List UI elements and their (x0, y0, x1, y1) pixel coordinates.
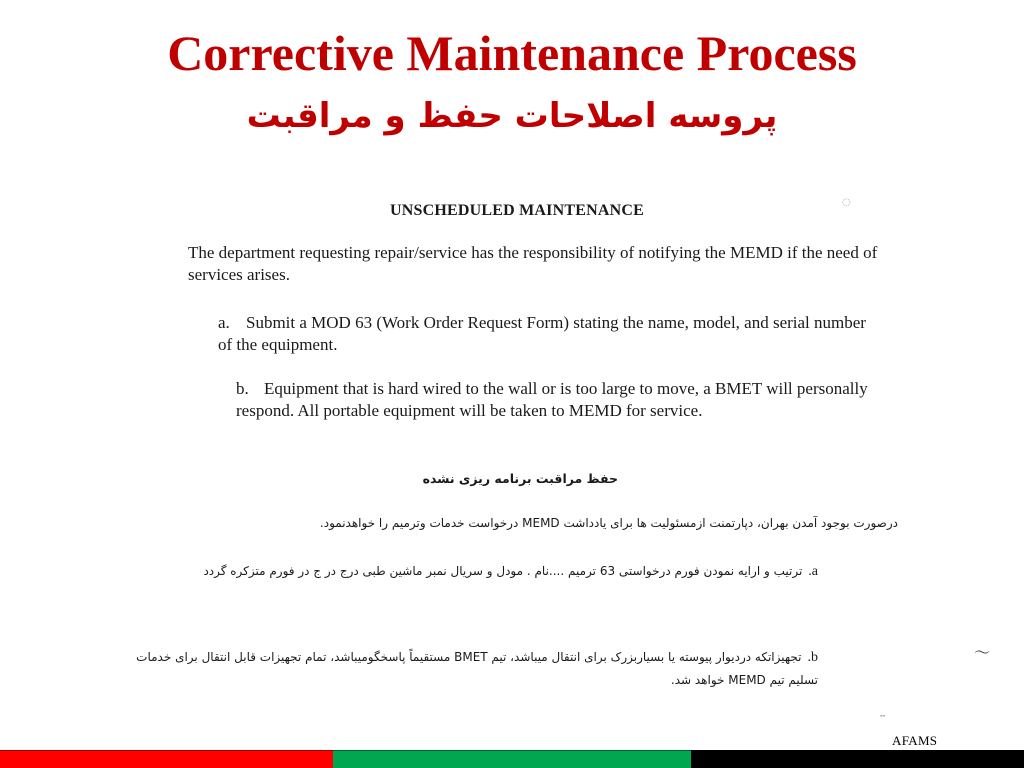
flag-stripe-red (0, 750, 333, 768)
flag-color-bar (0, 750, 1024, 768)
item-text: تجهیزاتکه دردیوار پیوسته یا بسیاربزرک برای انتقال میباشد، تیم BMET مستقیماً پاسخگومیباشد، تمام تجهیزات قابل انتقال برای خدمات تسلیم تیم MEMD خواهد شد. (136, 650, 818, 687)
slide-title: Corrective Maintenance Process (167, 25, 857, 81)
item-text: ترتیب و ارایه نمودن فورم درخواستی 63 ترمیم ....نام . مودل و سریال نمبر ماشین طبی درج در ج در فورم متزکره گردد (203, 564, 803, 578)
item-marker: a. (218, 313, 230, 332)
document-item-a (218, 312, 878, 356)
document-heading: UNSCHEDULED MAINTENANCE (390, 202, 644, 219)
document-intro-persian: درصورت بوجود آمدن بهران، دپارتمنت ازمسئولیت ها برای یادداشت MEMD درخواست خدمات وترمیم را خواهدنمود. (319, 516, 898, 530)
document-intro: The department requesting repair/service has the responsibility of notifying the MEMD if the need of services arises. (188, 243, 878, 284)
document-item-b-persian (118, 646, 818, 691)
flag-stripe-black (691, 750, 1024, 768)
document-item-b (236, 378, 896, 422)
handwritten-mark: 〜 (974, 643, 991, 662)
item-text: Equipment that is hard wired to the wall or is too large to move, a BMET will personally respond. All portable equipment will be taken to MEMD for service. (236, 379, 868, 420)
afams-logo-text: AFAMS (892, 733, 938, 748)
document-item-a-persian (128, 560, 818, 583)
logo-mark: ╌ (880, 712, 886, 722)
scan-artifact: ◌ (842, 197, 851, 208)
item-text: Submit a MOD 63 (Work Order Request Form) stating the name, model, and serial number of the equipment. (218, 313, 866, 354)
item-marker: b. (236, 379, 249, 398)
item-marker: b. (807, 650, 818, 665)
document-heading-persian: حفظ مراقبت برنامه ریزی نشده (422, 471, 618, 486)
slide-title-persian: پروسه اصلاحات حفظ و مراقبت (246, 96, 778, 136)
flag-stripe-green (333, 750, 691, 768)
item-marker: a. (808, 564, 818, 579)
scanned-document (120, 190, 910, 720)
